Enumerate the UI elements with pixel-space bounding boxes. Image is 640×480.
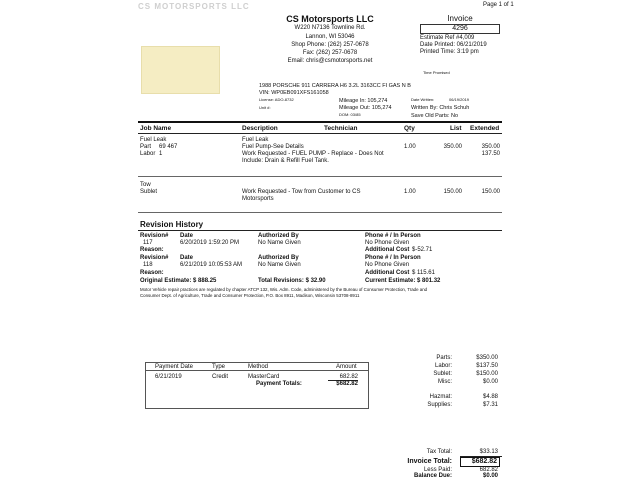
payment-date-label: Payment Date: [155, 364, 194, 370]
summary-balance-label: Balance Due:: [413, 473, 452, 479]
summary-less-paid-label: Less Paid:: [423, 467, 452, 473]
page-label: Page 1 of 1: [483, 2, 514, 8]
invoice-title: Invoice: [447, 14, 473, 23]
summary-hazmat-label: Hazmat:: [429, 394, 452, 400]
rev2-num: 118: [143, 262, 153, 268]
company-name: CS Motorsports LLC: [286, 14, 374, 24]
invoice-total-box: [460, 457, 500, 467]
job1-extended-labor: 137.50: [481, 151, 500, 157]
payment-date: 6/21/2019: [155, 374, 182, 380]
jobs-header-bottom-rule: [138, 133, 502, 134]
summary-misc: $0.00: [482, 379, 498, 385]
payment-method-label: Method: [248, 364, 269, 370]
rev1-cost: $-52.71: [412, 247, 433, 253]
rev1-phone-label: Phone # / In Person: [365, 233, 421, 239]
summary-labor: $137.50: [476, 363, 498, 369]
rev2-date: 6/21/2019 10:05:53 AM: [180, 262, 243, 268]
summary-parts-label: Parts:: [436, 355, 452, 361]
summary-parts: $350.00: [476, 355, 498, 361]
payment-type-label: Type: [212, 364, 226, 370]
invoice-number: 4296: [452, 25, 468, 32]
mileage-in: Mileage In: 105,274: [339, 98, 388, 104]
col-job-name: Job Name: [140, 125, 172, 132]
save-old-parts: Save Old Parts: No: [411, 113, 459, 119]
rev2-date-label: Date: [180, 255, 194, 261]
job2-qty: 1.00: [404, 189, 416, 195]
summary-labor-label: Labor:: [434, 363, 452, 369]
watermark-text: CS MOTORSPORTS LLC: [138, 2, 250, 11]
legal-notice-line2: Consumer Dept. of Agriculture, Trade and Consumer Protection, P.O. Box 8911, Madison, Wisconsin 53708-8911: [140, 293, 360, 298]
job2-extended: 150.00: [481, 189, 500, 195]
payment-amount: 682.82: [339, 374, 358, 380]
job1-labor-label: Labor: [140, 151, 156, 157]
rev2-phone: No Phone Given: [365, 262, 410, 268]
company-email: Email: chris@csmotorsports.net: [287, 58, 373, 64]
job1-part-no: 69 467: [159, 144, 178, 150]
rev2-num-label: Revision#: [140, 255, 169, 261]
summary-supplies-label: Supplies:: [427, 402, 452, 408]
summary-tax-label: Tax Total:: [426, 449, 452, 455]
payment-amount-label: Amount: [336, 364, 357, 370]
rev2-reason-label: Reason:: [140, 270, 164, 276]
col-qty: Qty: [404, 125, 415, 132]
rev2-phone-label: Phone # / In Person: [365, 255, 421, 261]
rev1-reason-label: Reason:: [140, 247, 164, 253]
vehicle-unit: Unit #:: [259, 105, 271, 110]
rev1-auth-label: Authorized By: [258, 233, 299, 239]
payment-type: Credit: [212, 374, 229, 380]
job1-desc-title: Fuel Leak: [242, 137, 269, 143]
job2-desc-line2: Motorsports: [242, 196, 274, 202]
legal-notice-line1: Motor Vehicle repair practices are regulated by chapter ATCP 132, Wis. Adm. Code, administered by the Bureau of Consumer Protection, Trade and: [140, 287, 428, 292]
job2-type: Sublet: [140, 189, 158, 195]
rev1-cost-label: Additional Cost: [365, 247, 410, 253]
rev1-num: 117: [143, 240, 153, 246]
summary-invoice-total-label: Invoice Total:: [407, 458, 452, 465]
original-estimate: Original Estimate: $ 888.25: [140, 278, 217, 284]
rev1-num-label: Revision#: [140, 233, 169, 239]
job1-labor-no: 1: [159, 151, 163, 157]
vehicle-vin: VIN: WP0EB091XFS161058: [259, 90, 329, 96]
summary-hazmat: $4.88: [482, 394, 498, 400]
job1-desc-line3: Include: Drain & Refill Fuel Tank.: [242, 158, 329, 164]
col-extended: Extended: [470, 125, 500, 132]
payment-totals-label: Payment Totals:: [256, 381, 302, 387]
company-shop-phone: Shop Phone: (262) 257-0678: [291, 42, 369, 48]
rev1-date-label: Date: [180, 233, 194, 239]
date-printed: Date Printed: 06/21/2019: [420, 42, 487, 48]
job1-bottom-rule: [138, 176, 502, 177]
rev2-auth-label: Authorized By: [258, 255, 299, 261]
summary-invoice-total: $682.82: [471, 458, 497, 465]
current-estimate: Current Estimate: $ 801.32: [365, 278, 441, 284]
time-printed: Printed Time: 3:19 pm: [420, 49, 479, 55]
rev1-by: No Name Given: [258, 240, 301, 246]
job1-name: Fuel Leak: [140, 137, 167, 143]
payment-totals: $682.82: [336, 381, 358, 387]
job1-desc-line2: Work Requested - FUEL PUMP - Replace - Does Not: [242, 151, 384, 157]
company-fax: Fax: (262) 257-0678: [302, 50, 358, 56]
job2-desc-line1: Work Requested - Tow from Customer to CS: [242, 189, 361, 195]
vehicle-license: License: ADO-8732: [259, 97, 294, 102]
revision-title: Revision History: [140, 220, 204, 229]
mileage-out: Mileage Out: 105,274: [339, 105, 392, 111]
rev2-by: No Name Given: [258, 262, 301, 268]
job1-qty: 1.00: [404, 144, 416, 150]
estimate-ref: Estimate Ref #4,009: [420, 35, 475, 41]
job1-extended-part: 350.00: [481, 144, 500, 150]
job2-bottom-rule: [138, 212, 502, 213]
revision-title-rule: [138, 230, 502, 231]
rev2-cost: $ 115.61: [412, 270, 435, 276]
summary-misc-label: Misc:: [438, 379, 452, 385]
job2-list: 150.00: [443, 189, 462, 195]
company-address2: Lannon, WI 53046: [305, 34, 355, 40]
job2-name: Tow: [140, 182, 151, 188]
date-written-label: Date Written:: [411, 97, 435, 102]
col-list: List: [450, 125, 462, 132]
col-description: Description: [242, 125, 278, 132]
date-written: 06/19/2019: [449, 97, 470, 102]
jobs-header-top-rule: [138, 121, 502, 123]
summary-sublet: $150.00: [476, 371, 498, 377]
job1-list: 350.00: [443, 144, 462, 150]
summary-less-paid: 682.82: [479, 467, 498, 473]
job1-desc-line1: Fuel Pump-See Details: [242, 144, 304, 150]
summary-supplies: $7.31: [482, 402, 498, 408]
time-promised: Time Promised: [423, 70, 450, 75]
rev1-phone: No Phone Given: [365, 240, 410, 246]
rev1-date: 6/20/2019 1:59:20 PM: [180, 240, 240, 246]
vehicle-dom: DOM: 03/85: [339, 112, 361, 117]
company-address1: W220 N7136 Townline Rd.: [294, 25, 366, 31]
total-revisions: Total Revisions: $ 32.90: [258, 278, 326, 284]
written-by: Written By: Chris Schuh: [411, 105, 470, 111]
payment-method: MasterCard: [248, 374, 280, 380]
vehicle-desc: 1988 PORSCHE 911 CARRERA H6 3.2L 3163CC FI GAS N B: [259, 83, 411, 89]
job1-part-label: Part: [140, 144, 152, 150]
summary-sublet-label: Sublet:: [433, 371, 452, 377]
summary-balance: $0.00: [482, 473, 498, 479]
sticky-note: [141, 46, 220, 94]
invoice-number-box: [420, 24, 500, 34]
summary-tax: $33.13: [479, 449, 498, 455]
col-technician: Technician: [324, 125, 358, 132]
rev2-cost-label: Additional Cost: [365, 270, 410, 276]
